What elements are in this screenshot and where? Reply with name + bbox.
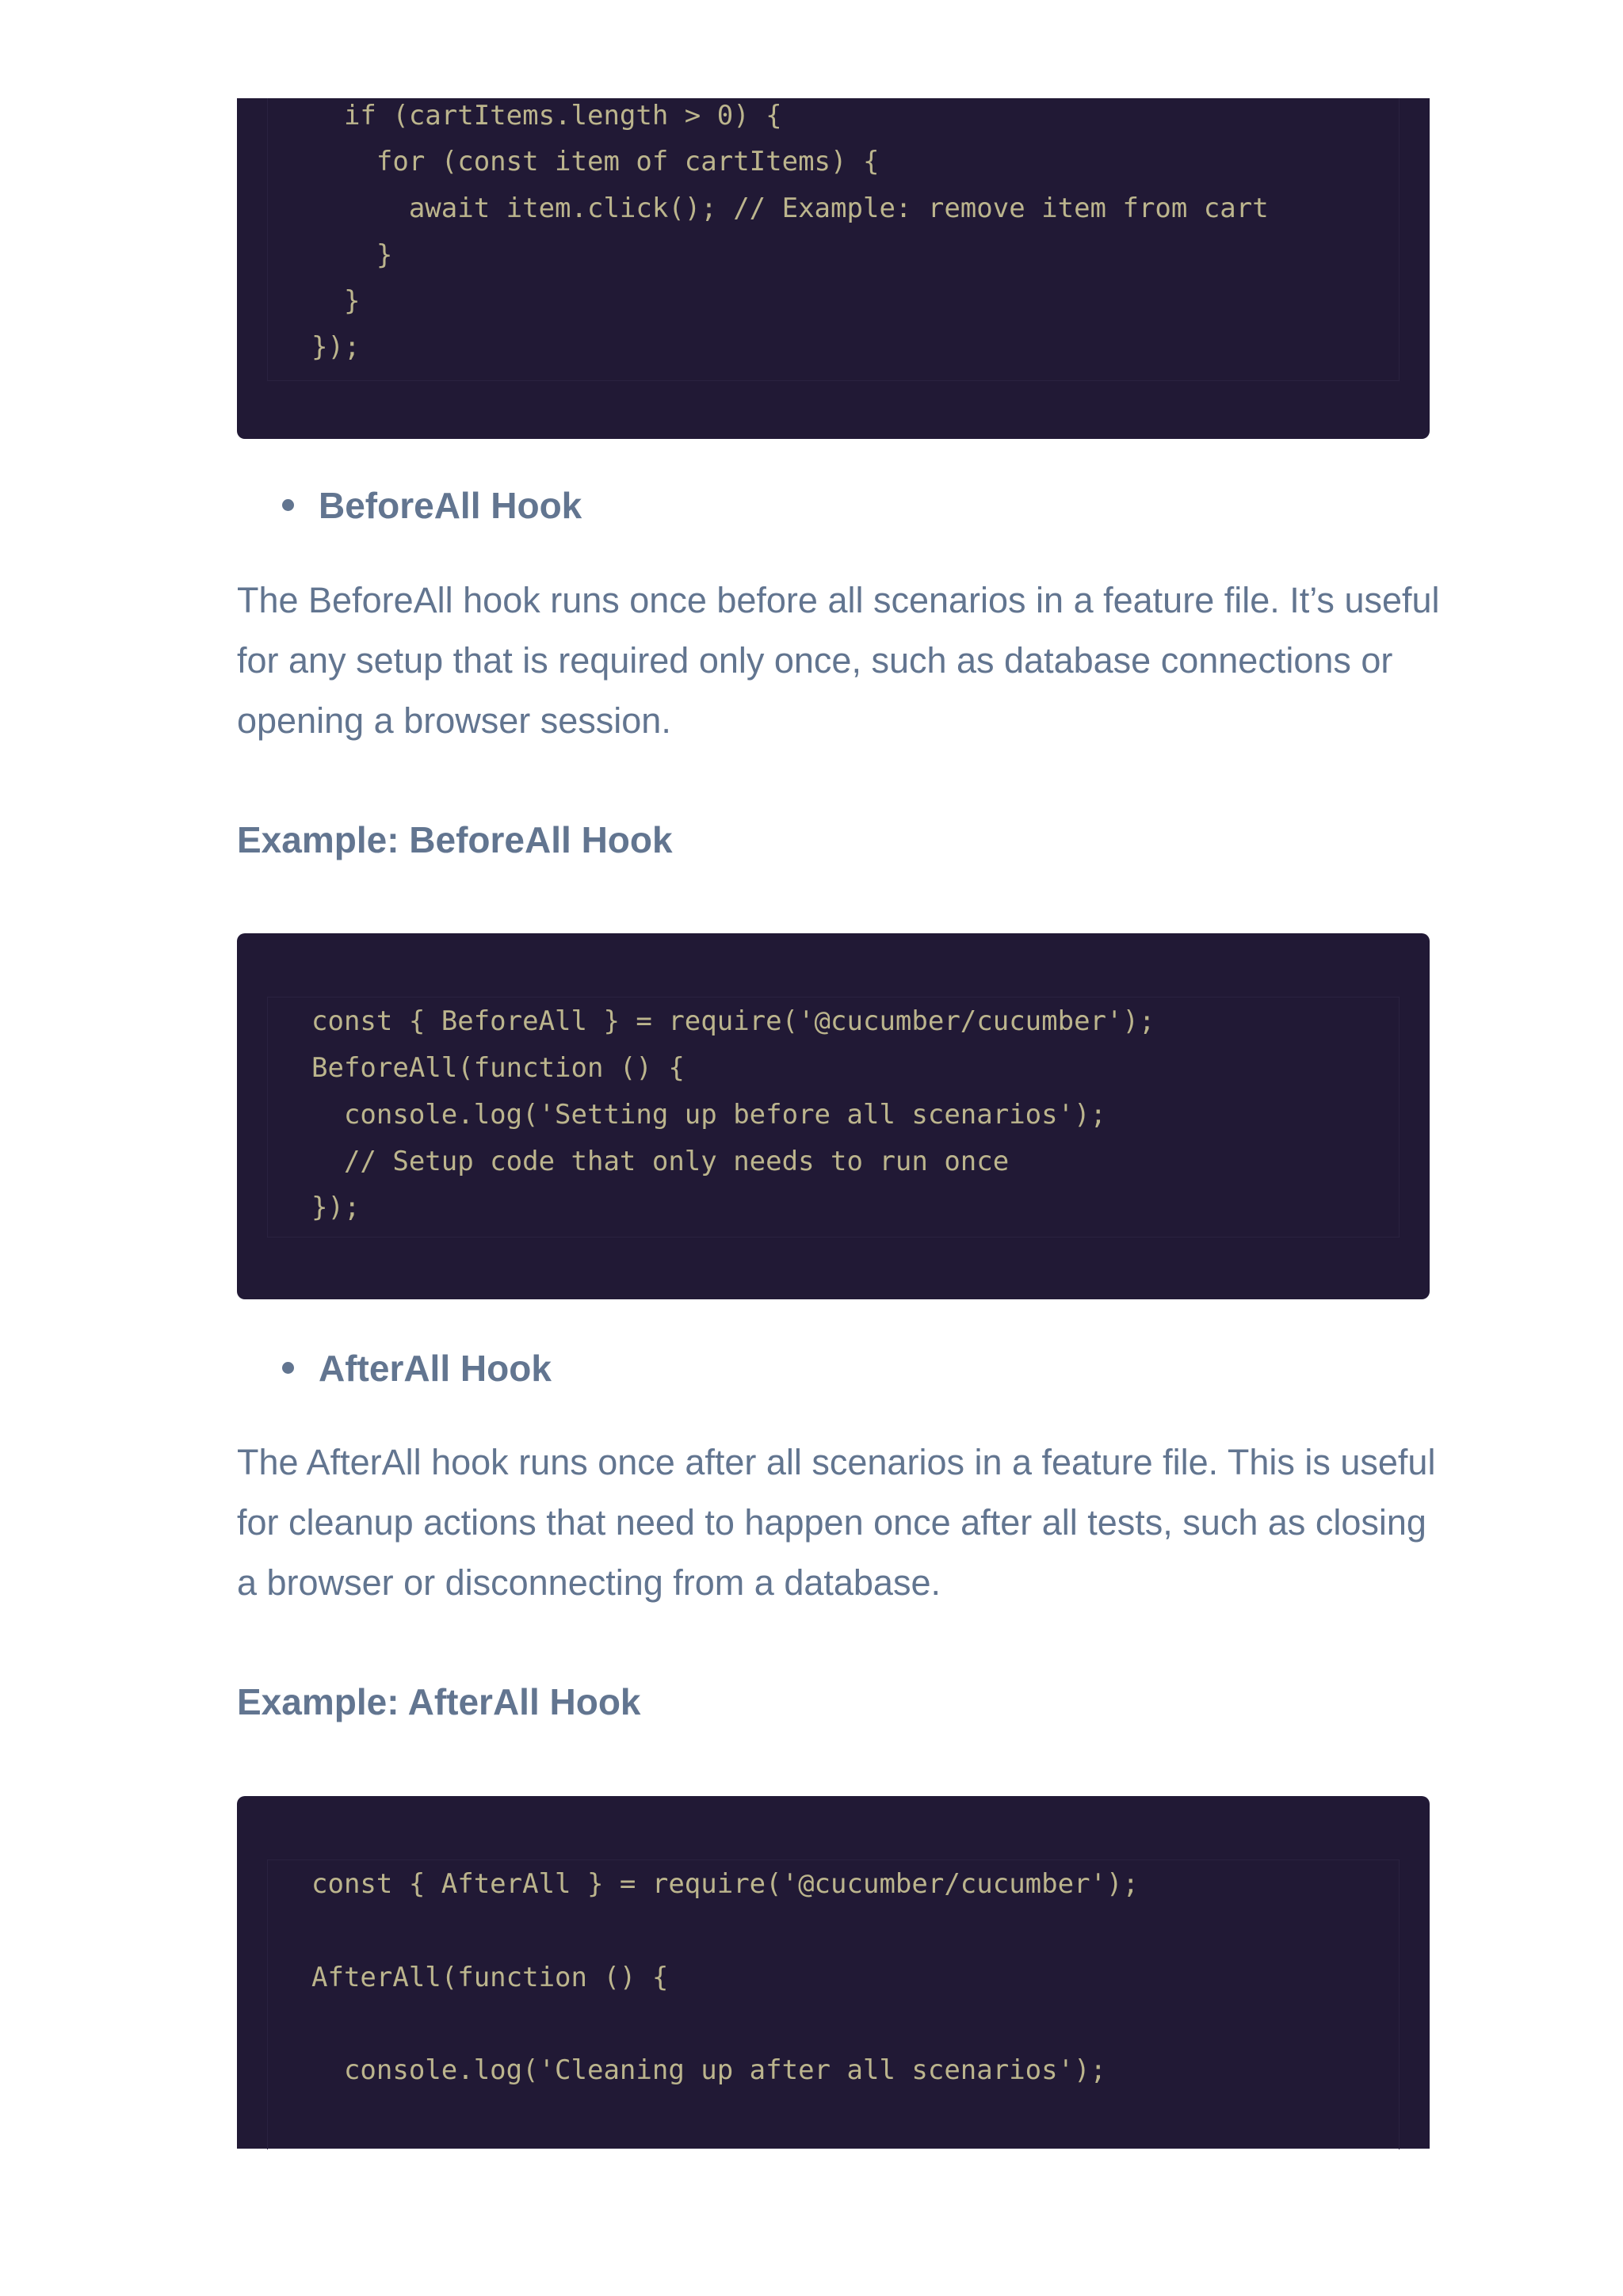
code-line: await item.click(); // Example: remove item from cart	[311, 193, 1269, 224]
example-heading-beforeall: Example: BeforeAll Hook	[237, 819, 673, 860]
bullet-title-beforeall: BeforeAll Hook	[319, 485, 582, 526]
code-line: AfterAll(function () {	[311, 1962, 669, 1993]
code-line: });	[311, 331, 361, 363]
bullet-dot	[282, 499, 294, 511]
code-line: }	[311, 285, 361, 317]
beforeall-description: The BeforeAll hook runs once before all scenarios in a feature file. It’s useful for any setup that is required only once, such as database connections or opening a browser session.	[237, 580, 1440, 741]
afterall-description: The AfterAll hook runs once after all scenarios in a feature file. This is useful for cleanup actions that need to happen once after all tests, such as closing a browser or disconnecting from a database.	[237, 1442, 1436, 1603]
code-block-cart-cleanup	[237, 98, 1430, 439]
code-line: console.log('Cleaning up after all scenarios');	[311, 2054, 1107, 2086]
code-line: // Setup code that only needs to run once	[311, 1146, 1010, 1177]
bullet-title-afterall: AfterAll Hook	[319, 1348, 552, 1389]
code-line: });	[311, 1192, 361, 1223]
code-line: const { AfterAll } = require('@cucumber/cucumber');	[311, 1868, 1139, 1900]
code-inner-frame	[267, 98, 1400, 381]
code-line: console.log('Setting up before all scenarios');	[311, 1099, 1107, 1131]
code-line: const { BeforeAll } = require('@cucumber/cucumber');	[311, 1005, 1155, 1037]
code-block-beforeall	[237, 933, 1430, 1299]
code-line: }	[311, 239, 393, 271]
bullet-dot	[282, 1362, 294, 1374]
code-line: for (const item of cartItems) {	[311, 146, 880, 177]
code-line: if (cartItems.length > 0) {	[311, 100, 782, 132]
code-line: BeforeAll(function () {	[311, 1052, 685, 1084]
code-inner-frame	[267, 1859, 1400, 2149]
code-block-afterall	[237, 1796, 1430, 2149]
example-heading-afterall: Example: AfterAll Hook	[237, 1681, 641, 1722]
